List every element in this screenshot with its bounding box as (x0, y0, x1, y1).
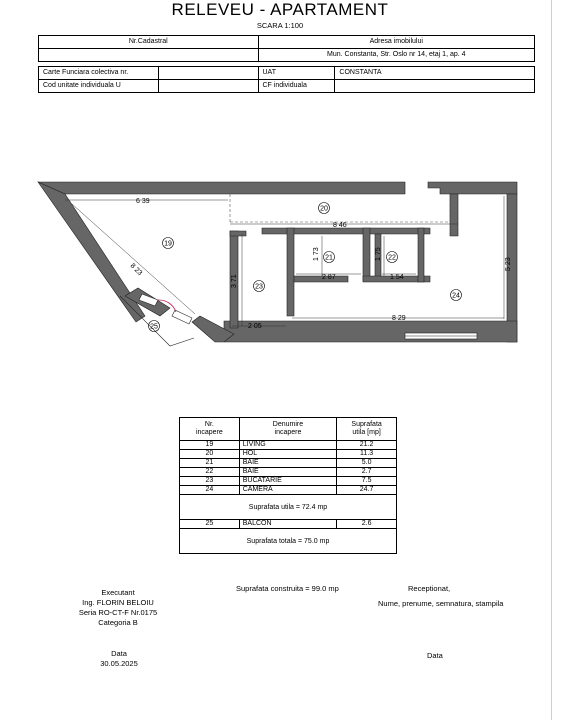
executant-label: Executant (101, 588, 135, 597)
adresa-value: Mun. Constanta, Str. Oslo nr 14, etaj 1, ap. 4 (258, 49, 534, 62)
dashed-lines (230, 194, 450, 222)
room-marker-19 (163, 238, 174, 249)
executant-categoria: Categoria B (98, 618, 138, 627)
svg-text:19: 19 (164, 240, 172, 248)
table-row: 20 HOL 11.3 (180, 450, 397, 459)
wall-bath22-right (418, 228, 424, 282)
cod-unitate-label: Cod unitate individuala U (39, 80, 159, 93)
cf-individuala-label: CF individuala (258, 80, 335, 93)
cf-individuala-value (335, 80, 535, 93)
room-marker-22 (387, 252, 398, 263)
suprafata-construita: Suprafata construita = 99.0 mp (236, 584, 339, 593)
dim-175: 1 75 (375, 247, 382, 261)
header-info-table (38, 35, 535, 67)
data-left-value: 30.05.2025 (100, 659, 138, 668)
room-marker-21 (324, 252, 335, 263)
wall-diagonal-left (38, 182, 145, 322)
dim-371: 3 71 (231, 274, 238, 288)
wall-bath21-right (363, 228, 370, 281)
room-marker-20 (319, 203, 330, 214)
dim-154: 1 54 (390, 274, 404, 281)
svg-text:21: 21 (325, 254, 333, 262)
dim-523: 5 23 (505, 257, 512, 271)
col-nr-header: Nr. incapere (180, 418, 240, 441)
carte-funciara-label: Carte Funciara colectiva nr. (39, 67, 159, 80)
cod-unitate-value (158, 80, 258, 93)
uat-value: CONSTANTA (335, 67, 535, 80)
dim-205: 2 05 (248, 323, 262, 330)
nr-cadastral-value (39, 49, 259, 62)
executant-seria: Seria RO-CT-F Nr.0175 (78, 608, 158, 617)
svg-text:23: 23 (255, 283, 263, 291)
table-row: 22 BAIE 2.7 (180, 468, 397, 477)
suprafata-totala: Suprafata totala = 75.0 mp (180, 529, 397, 554)
receptionat-label: Receptionat, (408, 584, 451, 593)
header-cf-table (38, 66, 535, 93)
data-left-label: Data (111, 649, 127, 658)
document-title: RELEVEU - APARTAMENT (171, 0, 389, 19)
dim-846: 8 46 (333, 222, 347, 229)
col-denumire-header: Denumire incapere (239, 418, 336, 441)
room-marker-25 (149, 321, 160, 332)
wall-kitchen-top (230, 231, 246, 236)
room-marker-24 (451, 290, 462, 301)
table-row: 19 LIVING 21.2 (180, 441, 397, 450)
table-row: 24 CAMERA 24.7 (180, 486, 397, 495)
svg-text:22: 22 (388, 254, 396, 262)
receptionat-detail: Nume, prenume, semnatura, stampila (378, 599, 504, 608)
dim-173: 1 73 (313, 247, 320, 261)
executant-block (58, 588, 178, 628)
wall-bath21-bottom (294, 276, 348, 282)
svg-text:25: 25 (150, 323, 158, 331)
wall-top-right (428, 182, 517, 194)
document-scale: SCARA 1:100 (256, 21, 304, 30)
executant-name: Ing. FLORIN BELOIU (82, 598, 154, 607)
table-row: 21 BAIE 5.0 (180, 459, 397, 468)
svg-text:24: 24 (452, 292, 460, 300)
adresa-label: Adresa imobilului (258, 36, 534, 49)
table-row: 23 BUCATARIE 7.5 (180, 477, 397, 486)
data-right-label: Data (427, 651, 443, 660)
svg-text:20: 20 (320, 205, 328, 213)
room-marker-23 (254, 281, 265, 292)
window-balcony-b (172, 310, 192, 324)
col-suprafata-header: Suprafata utila [mp] (337, 418, 397, 441)
nr-cadastral-label: Nr.Cadastral (39, 36, 259, 49)
dim-823: 8 23 (128, 262, 144, 278)
carte-funciara-value (158, 67, 258, 80)
dim-829: 8 29 (392, 315, 406, 322)
suprafata-utila: Suprafata utila = 72.4 mp (180, 495, 397, 520)
floor-plan (30, 176, 525, 352)
table-row-balcon: 25 BALCON 2.6 (180, 520, 397, 529)
wall-top-left (38, 182, 405, 194)
wall-bath21-left (287, 228, 294, 316)
data-left-block (80, 649, 158, 669)
uat-label: UAT (258, 67, 335, 80)
dim-639: 6 39 (136, 198, 150, 205)
wall-right-partition (450, 194, 458, 236)
dim-287: 2 87 (322, 274, 336, 281)
rooms-table (179, 417, 397, 554)
